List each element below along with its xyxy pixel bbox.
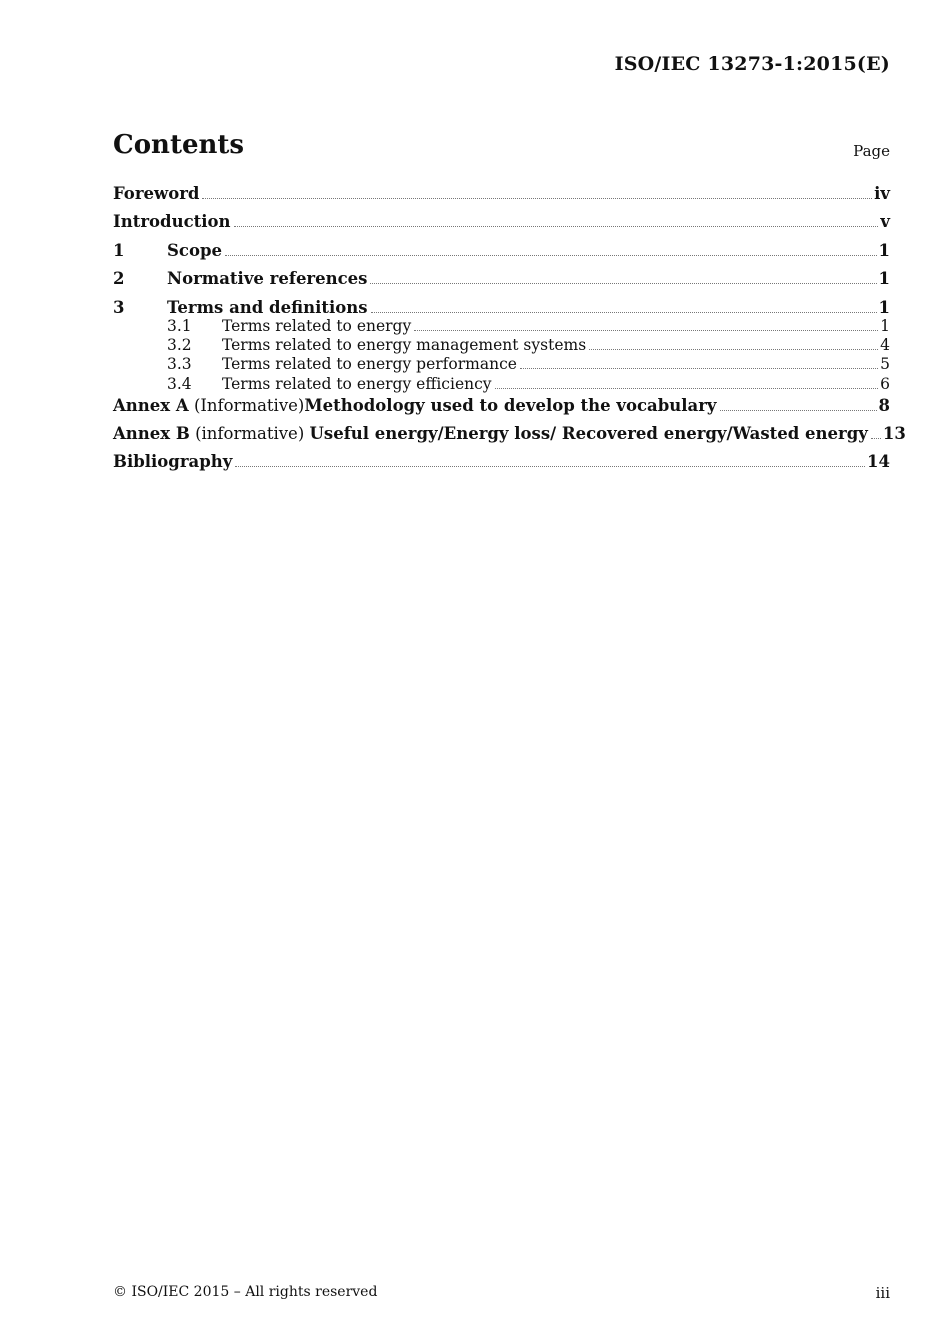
toc-page: 1 <box>878 240 890 260</box>
page-column-label: Page <box>853 142 890 160</box>
dot-leader <box>589 348 878 350</box>
toc-subentry-3-3[interactable] <box>113 355 890 374</box>
contents-title: Contents <box>113 130 245 160</box>
toc-title: Foreword <box>113 184 200 203</box>
toc-page: 14 <box>867 452 890 472</box>
dot-leader <box>370 282 876 284</box>
dot-leader <box>520 367 878 369</box>
toc-number: 1 <box>113 240 125 260</box>
document-id: ISO/IEC 13273-1:2015(E) <box>614 53 890 75</box>
toc-page: v <box>880 212 890 232</box>
dot-leader <box>720 409 877 411</box>
toc-number: 3.1 <box>167 316 192 335</box>
toc-title <box>113 396 717 415</box>
toc-page: 4 <box>880 336 890 355</box>
toc-page: 1 <box>878 269 890 289</box>
toc-title: Terms related to energy efficiency <box>222 374 492 393</box>
toc-page: 5 <box>880 355 890 374</box>
toc-subentry-3-2[interactable] <box>113 336 890 355</box>
annex-label: Annex B <box>113 424 190 444</box>
toc-entry-introduction[interactable] <box>113 212 890 240</box>
annex-title: Useful energy/Energy loss/ Recovered energy/Wasted energy <box>309 424 868 444</box>
toc-title: Terms and definitions <box>167 297 368 317</box>
dot-leader <box>225 254 877 256</box>
toc-entry-bibliography[interactable] <box>113 452 890 480</box>
page-number: iii <box>875 1284 890 1302</box>
toc-title: Scope <box>167 240 223 260</box>
toc-title: Terms related to energy performance <box>222 355 517 374</box>
toc-subentry-3-4[interactable] <box>113 375 890 394</box>
toc-number: 2 <box>113 269 125 289</box>
toc-number: 3.3 <box>167 355 192 374</box>
toc-title: Terms related to energy management systems <box>222 336 587 355</box>
dot-leader <box>871 437 881 439</box>
dot-leader <box>414 329 878 331</box>
dot-leader <box>202 197 872 199</box>
annex-title: Methodology used to develop the vocabulary <box>304 395 717 415</box>
toc-page: iv <box>874 184 890 203</box>
copyright-notice: © ISO/IEC 2015 – All rights reserved <box>113 1284 378 1300</box>
toc-page: 1 <box>878 297 890 317</box>
toc-number: 3 <box>113 297 125 317</box>
toc-entry-annex-b[interactable] <box>113 424 906 452</box>
toc-page: 1 <box>880 316 890 335</box>
toc-entry-scope[interactable] <box>113 241 890 269</box>
dot-leader <box>495 387 879 389</box>
toc-number: 3.2 <box>167 336 192 355</box>
toc-title: Normative references <box>167 269 368 289</box>
toc-title <box>113 424 868 443</box>
toc-entry-normative-references[interactable] <box>113 269 890 297</box>
table-of-contents <box>113 184 906 481</box>
toc-page: 8 <box>878 395 890 415</box>
toc-page: 6 <box>880 374 890 393</box>
annex-label: Annex A <box>113 395 189 415</box>
dot-leader <box>234 225 879 227</box>
toc-subentry-3-1[interactable] <box>113 317 890 336</box>
toc-page: 13 <box>882 424 906 444</box>
toc-title: Terms related to energy <box>222 316 412 335</box>
toc-entry-annex-a[interactable] <box>113 396 890 424</box>
dot-leader <box>371 311 877 313</box>
toc-number: 3.4 <box>167 374 192 393</box>
toc-title: Bibliography <box>113 452 233 472</box>
toc-entry-foreword[interactable] <box>113 184 890 212</box>
annex-type: (Informative) <box>193 395 305 415</box>
annex-type: (informative) <box>195 424 305 444</box>
dot-leader <box>235 465 865 467</box>
toc-title: Introduction <box>113 212 231 232</box>
